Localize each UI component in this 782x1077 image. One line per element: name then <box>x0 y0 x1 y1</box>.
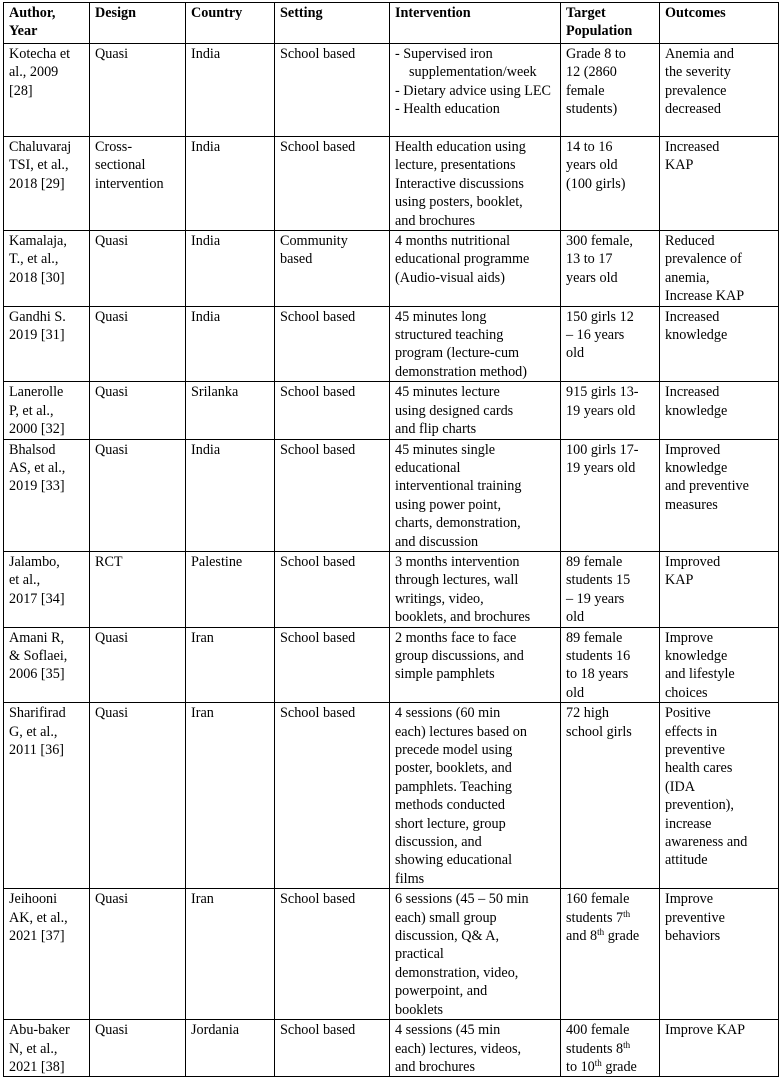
cell-outcomes: Positive effects in preventive health cares (IDA prevention), increase awareness and attitude <box>660 703 779 889</box>
target-line: 400 female <box>566 1022 630 1039</box>
header-design: Design <box>90 3 186 44</box>
target-line: students 8 <box>566 1040 624 1057</box>
cell-intervention: 2 months face to face group discussions, and simple pamphlets <box>390 627 561 703</box>
cell-design: Quasi <box>90 627 186 703</box>
table-row <box>4 703 779 889</box>
list-item: - Dietary advice using LEC <box>395 82 552 99</box>
table-row <box>4 306 779 382</box>
table-row <box>4 439 779 551</box>
cell-country: Iran <box>186 889 275 1020</box>
cell-setting: School based <box>275 44 390 137</box>
cell-intervention <box>390 44 561 137</box>
table-row <box>4 382 779 439</box>
table-row <box>4 137 779 231</box>
table-row <box>4 1020 779 1077</box>
cell-design: Quasi <box>90 231 186 307</box>
cell-country: India <box>186 137 275 231</box>
header-setting: Setting <box>275 3 390 44</box>
cell-intervention: 4 sessions (45 min each) lectures, videos, and brochures <box>390 1020 561 1077</box>
cell-design: Quasi <box>90 44 186 137</box>
cell-author: Jalambo, et al., 2017 [34] <box>4 551 90 627</box>
cell-target: 915 girls 13- 19 years old <box>561 382 660 439</box>
cell-setting: School based <box>275 1020 390 1077</box>
list-item: - Supervised iron supplementation/week <box>395 46 537 81</box>
cell-country: Iran <box>186 703 275 889</box>
cell-intervention: Health education using lecture, presentations Interactive discussions using posters, booklet, and brochures <box>390 137 561 231</box>
cell-outcomes: Increased knowledge <box>660 306 779 382</box>
cell-author: Gandhi S. 2019 [31] <box>4 306 90 382</box>
cell-country: India <box>186 231 275 307</box>
cell-outcomes: Improve KAP <box>660 1020 779 1077</box>
cell-target: 89 female students 15 – 19 years old <box>561 551 660 627</box>
cell-target: 14 to 16 years old (100 girls) <box>561 137 660 231</box>
header-target-population: Target Population <box>561 3 660 44</box>
cell-design: Quasi <box>90 382 186 439</box>
cell-target <box>561 1020 660 1077</box>
ordinal-suffix: th <box>597 927 605 938</box>
cell-country: Jordania <box>186 1020 275 1077</box>
target-line: to 10 <box>566 1058 595 1075</box>
ordinal-suffix: th <box>623 1039 631 1050</box>
cell-author: Kotecha et al., 2009 [28] <box>4 44 90 137</box>
cell-setting: School based <box>275 551 390 627</box>
cell-target: 100 girls 17- 19 years old <box>561 439 660 551</box>
cell-author: Kamalaja, T., et al., 2018 [30] <box>4 231 90 307</box>
cell-author: Sharifirad G, et al., 2011 [36] <box>4 703 90 889</box>
target-line: students 7 <box>566 909 624 926</box>
header-author-year: Author, Year <box>4 3 90 44</box>
cell-country: India <box>186 306 275 382</box>
cell-intervention: 45 minutes single educational interventional training using power point, charts, demonstration, and discussion <box>390 439 561 551</box>
cell-target <box>561 889 660 1020</box>
cell-target: 89 female students 16 to 18 years old <box>561 627 660 703</box>
cell-outcomes: Increased KAP <box>660 137 779 231</box>
cell-outcomes: Improved knowledge and preventive measures <box>660 439 779 551</box>
cell-target: 300 female, 13 to 17 years old <box>561 231 660 307</box>
cell-outcomes: Anemia and the severity prevalence decreased <box>660 44 779 137</box>
ordinal-suffix: th <box>594 1057 602 1068</box>
cell-target: 150 girls 12 – 16 years old <box>561 306 660 382</box>
target-line: and 8 <box>566 928 598 945</box>
cell-setting: School based <box>275 306 390 382</box>
cell-setting: School based <box>275 627 390 703</box>
cell-target: Grade 8 to 12 (2860 female students) <box>561 44 660 137</box>
list-item: - Health education <box>395 101 500 118</box>
target-line: 160 female <box>566 891 630 908</box>
cell-outcomes: Increased knowledge <box>660 382 779 439</box>
ordinal-suffix: th <box>623 908 631 919</box>
cell-country: India <box>186 44 275 137</box>
cell-intervention: 6 sessions (45 – 50 min each) small group discussion, Q& A, practical demonstration, video, powerpoint, and booklets <box>390 889 561 1020</box>
target-line: grade <box>604 928 640 945</box>
cell-design: Quasi <box>90 703 186 889</box>
cell-author: Bhalsod AS, et al., 2019 [33] <box>4 439 90 551</box>
cell-country: India <box>186 439 275 551</box>
table-row <box>4 889 779 1020</box>
cell-target: 72 high school girls <box>561 703 660 889</box>
cell-intervention: 45 minutes long structured teaching program (lecture-cum demonstration method) <box>390 306 561 382</box>
cell-country: Iran <box>186 627 275 703</box>
cell-setting: School based <box>275 703 390 889</box>
cell-setting: School based <box>275 382 390 439</box>
cell-intervention: 4 months nutritional educational programme (Audio-visual aids) <box>390 231 561 307</box>
cell-setting: School based <box>275 137 390 231</box>
cell-setting: School based <box>275 439 390 551</box>
cell-author: Jeihooni AK, et al., 2021 [37] <box>4 889 90 1020</box>
header-country: Country <box>186 3 275 44</box>
cell-design: RCT <box>90 551 186 627</box>
studies-table <box>3 2 779 1077</box>
cell-intervention: 3 months intervention through lectures, wall writings, video, booklets, and brochures <box>390 551 561 627</box>
cell-setting: School based <box>275 889 390 1020</box>
cell-author: Chaluvaraj TSI, et al., 2018 [29] <box>4 137 90 231</box>
header-intervention: Intervention <box>390 3 561 44</box>
cell-outcomes: Improved KAP <box>660 551 779 627</box>
cell-intervention: 4 sessions (60 min each) lectures based on precede model using poster, booklets, and pamphlets. Teaching methods conducted short lecture, group discussion, and showing educational films <box>390 703 561 889</box>
cell-setting: Community based <box>275 231 390 307</box>
cell-country: Srilanka <box>186 382 275 439</box>
target-line: grade <box>601 1058 637 1075</box>
intervention-list <box>395 45 555 119</box>
cell-design: Quasi <box>90 1020 186 1077</box>
cell-design: Quasi <box>90 439 186 551</box>
cell-outcomes: Reduced prevalence of anemia, Increase KAP <box>660 231 779 307</box>
cell-design: Quasi <box>90 306 186 382</box>
cell-outcomes: Improve knowledge and lifestyle choices <box>660 627 779 703</box>
cell-design: Quasi <box>90 889 186 1020</box>
header-row <box>4 3 779 44</box>
cell-author: Amani R, & Soflaei, 2006 [35] <box>4 627 90 703</box>
header-outcomes: Outcomes <box>660 3 779 44</box>
cell-design: Cross- sectional intervention <box>90 137 186 231</box>
cell-author: Abu-baker N, et al., 2021 [38] <box>4 1020 90 1077</box>
cell-outcomes: Improve preventive behaviors <box>660 889 779 1020</box>
table-row <box>4 627 779 703</box>
table-row <box>4 44 779 137</box>
cell-author: Lanerolle P, et al., 2000 [32] <box>4 382 90 439</box>
cell-country: Palestine <box>186 551 275 627</box>
table-row <box>4 231 779 307</box>
table-row <box>4 551 779 627</box>
cell-intervention: 45 minutes lecture using designed cards and flip charts <box>390 382 561 439</box>
